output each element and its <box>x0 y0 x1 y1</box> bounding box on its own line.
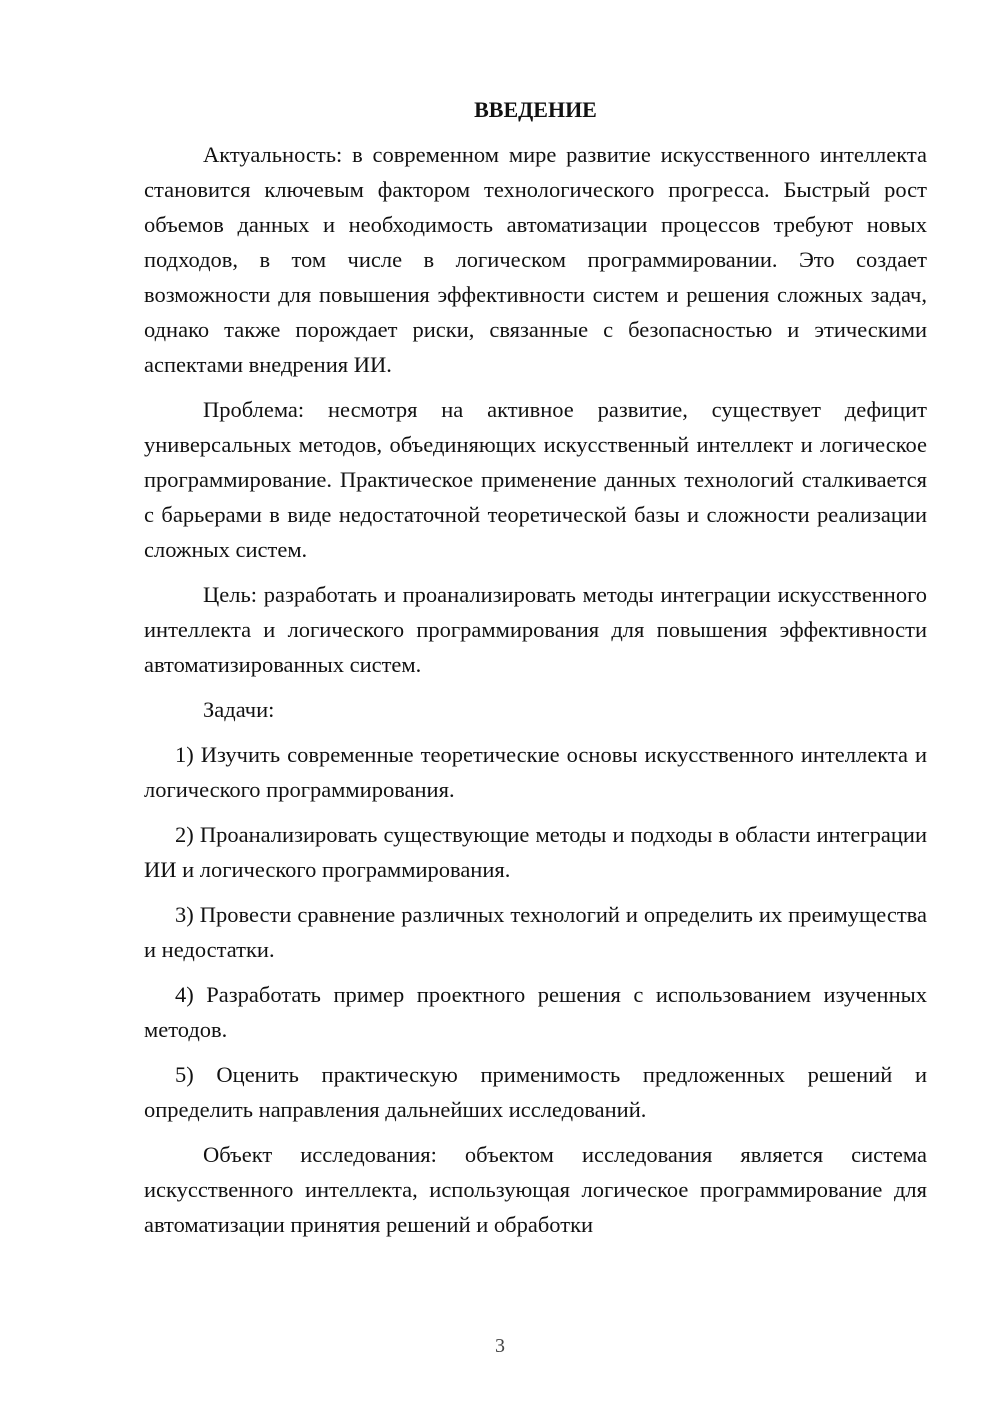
task-item-2: 2) Проанализировать существующие методы и подходы в области интеграции ИИ и логического программирования. <box>144 822 927 882</box>
goal-paragraph: Цель: разработать и проанализировать методы интеграции искусственного интеллекта и логического программирования для повышения эффективности автоматизированных систем. <box>144 582 927 677</box>
task-item-3: 3) Провести сравнение различных технологий и определить их преимущества и недостатки. <box>144 902 927 962</box>
task-item-1: 1) Изучить современные теоретические основы искусственного интеллекта и логического программирования. <box>144 742 927 802</box>
task-item-4: 4) Разработать пример проектного решения с использованием изученных методов. <box>144 982 927 1042</box>
relevance-paragraph: Актуальность: в современном мире развитие искусственного интеллекта становится ключевым фактором технологического прогресса. Быстрый рост объемов данных и необходимость автоматизации процессов требуют новых подходов, в том числе в логическом программировании. Это создает возможности для повышения эффективности систем и решения сложных задач, однако также порождает риски, связанные с безопасностью и этическими аспектами внедрения ИИ. <box>144 142 927 377</box>
page-number: 3 <box>495 1335 505 1357</box>
problem-paragraph: Проблема: несмотря на активное развитие, существует дефицит универсальных методов, объединяющих искусственный интеллект и логическое программирование. Практическое применение данных технологий сталкивается с барьерами в виде недостаточной теоретической базы и сложности реализации сложных систем. <box>144 397 927 562</box>
tasks-label: Задачи: <box>203 697 275 722</box>
page-content <box>144 95 927 1252</box>
object-paragraph: Объект исследования: объектом исследования является система искусственного интеллекта, использующая логическое программирование для автоматизации принятия решений и обработки <box>144 1142 927 1237</box>
task-item-5: 5) Оценить практическую применимость предложенных решений и определить направления дальнейших исследований. <box>144 1062 927 1122</box>
section-heading: ВВЕДЕНИЕ <box>474 97 597 122</box>
